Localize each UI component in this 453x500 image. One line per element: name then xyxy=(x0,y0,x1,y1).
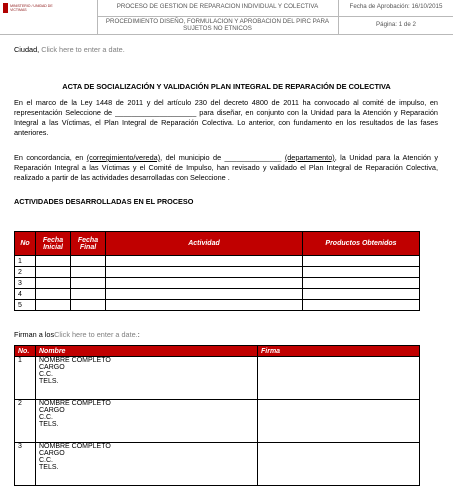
signers-date-field[interactable]: Click here to enter a date. xyxy=(54,330,138,339)
table-row: 4 xyxy=(15,289,420,300)
table-row: 2 xyxy=(15,267,420,278)
signature-cell[interactable] xyxy=(258,400,420,443)
col-signer-name: Nombre xyxy=(36,346,258,357)
departamento-field[interactable]: (departamento) xyxy=(284,153,335,162)
signers-label: Firman a los xyxy=(14,330,55,339)
col-end-date: Fecha Final xyxy=(71,232,106,256)
activities-table xyxy=(14,231,420,311)
approval-date: Fecha de Aprobación: 16/10/2015 xyxy=(349,3,443,10)
city-label: Ciudad, xyxy=(14,45,40,54)
city-line xyxy=(14,45,125,55)
concordance-paragraph: En concordancia, en (corregimiento/vereda), del municipio de ______________ (departamento), la Unidad para la Atención y Reparación Integral a las Víctimas y el Comité de Impulso, han revisado y validado el Plan Integral de Reparación Colectiva, realizado a partir de las actividades desarrolladas con Seleccione . xyxy=(14,153,439,182)
signature-cell[interactable] xyxy=(258,443,420,486)
col-signer-no: No. xyxy=(15,346,36,357)
table-row: 2 NOMBRE COMPLETO CARGO C.C. TELS. xyxy=(15,400,420,443)
col-signature: Firma xyxy=(258,346,420,357)
signers-line: Firman a losClick here to enter a date.: xyxy=(14,330,140,339)
signature-cell[interactable] xyxy=(258,357,420,400)
intro-paragraph: En el marco de la Ley 1448 de 2011 y del artículo 230 del decreto 4800 de 2011 ha convocado al comité de impulso, en representación Seleccione de ____________________ para diseñar, en conjunto con la Unidad para la Atención y Reparación Integral a las Víctimas, el Plan Integral de Reparación Colectiva. Lo anterior, con fundamento en los resultados de las fases anteriores. xyxy=(14,98,438,137)
table-row: 5 xyxy=(15,300,420,311)
document-title: ACTA DE SOCIALIZACIÓN Y VALIDACIÓN PLAN INTEGRAL DE REPARACIÓN DE COLECTIVA xyxy=(62,82,391,91)
signers-table xyxy=(14,345,420,486)
document-header xyxy=(0,0,453,35)
col-start-date: Fecha Inicial xyxy=(36,232,71,256)
logo-mark xyxy=(3,3,8,13)
process-name: PROCESO DE GESTION DE REPARACION INDIVIDUAL Y COLECTIVA xyxy=(116,3,319,10)
table-row: 3 NOMBRE COMPLETO CARGO C.C. TELS. xyxy=(15,443,420,486)
table-row: 3 xyxy=(15,278,420,289)
col-activity: Actividad xyxy=(106,232,303,256)
page-number: Página: 1 de 2 xyxy=(376,21,416,28)
corregimiento-field[interactable]: (corregimiento/vereda) xyxy=(86,153,161,162)
procedure-name: PROCEDIMIENTO DISEÑO, FORMULACION Y APROBACION DEL PIRC PARA SUJETOS NO ETNICOS xyxy=(105,18,330,32)
activities-heading: ACTIVIDADES DESARROLLADAS EN EL PROCESO xyxy=(14,197,194,206)
table-row: 1 NOMBRE COMPLETO CARGO C.C. TELS. xyxy=(15,357,420,400)
city-date-field[interactable]: Click here to enter a date. xyxy=(41,45,125,54)
logo-text: MINISTERIO / UNIDAD DE VICTIMAS xyxy=(10,4,53,12)
table-row: 1 xyxy=(15,256,420,267)
col-no: No xyxy=(15,232,36,256)
institution-logo xyxy=(3,0,61,16)
col-products: Productos Obtenidos xyxy=(303,232,420,256)
